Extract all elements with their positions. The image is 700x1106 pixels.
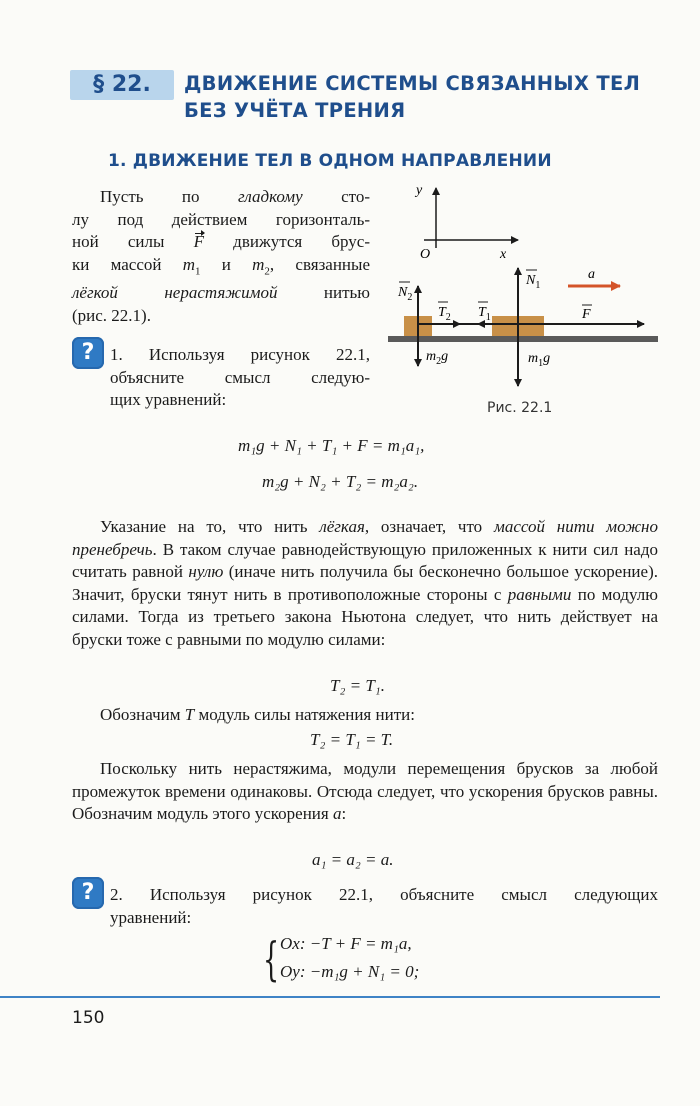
label-F: F bbox=[582, 307, 591, 322]
label-m1g: $m_1g$ bbox=[528, 351, 551, 369]
question-1-text: 1. Используя рисунок 22.1, объясните смысл следую- щих уравнений: bbox=[110, 345, 370, 409]
table-surface bbox=[388, 336, 658, 342]
question-icon-1: ? bbox=[72, 337, 104, 369]
figure-caption: Рис. 22.1 bbox=[487, 400, 553, 416]
intro-paragraph: Пусть по гладкому сто- лу под действием горизонталь- ной силы F движутся брус- ки массой $m_1$ и $m_2$, связанные лёгкой нерастяжимой нитью (рис. 22.1). bbox=[72, 186, 370, 327]
equation-t: T₂ = T₁ = T. bbox=[310, 730, 394, 749]
label-N1: $N_1$ bbox=[526, 273, 541, 291]
body-paragraph-1: Указание на то, что нить лёгкая, означает, что массой нити можно пренебречь. В таком случае равнодействующую приложенных к нити сил надо считать равной нулю (иначе нить получила бы бесконечно большое ускорение). Значит, бруски тянут нить в противоположные стороны с равными по модулю силами. Тогда из третьего закона Ньютона следует, что нить действует на бруски тоже с равными по модулю силами: bbox=[72, 517, 658, 649]
equation-a: a₁ = a₂ = a. bbox=[312, 850, 394, 869]
intro-line5: лёгкой нерастяжимой нитью bbox=[72, 283, 371, 303]
label-m2g: $m_2g$ bbox=[426, 349, 449, 367]
intro-line4: ки массой $m_1$ и $m_2$, связанные bbox=[72, 254, 370, 277]
section-title-line2: БЕЗ УЧЁТА ТРЕНИЯ bbox=[184, 99, 406, 122]
intro-line3: ной силы F движутся брус- bbox=[72, 231, 370, 254]
question-icon-2: ? bbox=[72, 877, 104, 909]
footer-rule bbox=[0, 996, 660, 998]
body-paragraph-3: Поскольку нить нерастяжима, модули перемещения брусков за любой промежуток времени одинаковы. Отсюда следует, что ускорения брусков равны. Обозначим модуль этого ускорения a: bbox=[72, 759, 658, 823]
question-2-text: 2. Используя рисунок 22.1, объясните смысл следующих уравнений: bbox=[110, 885, 658, 927]
axis-y-label: y bbox=[416, 183, 423, 198]
figure-22-1 bbox=[388, 178, 668, 398]
label-T1: $T_1$ bbox=[478, 305, 491, 323]
body-paragraph-2: Обозначим T модуль силы натяжения нити: bbox=[100, 705, 415, 724]
section-number-badge: § 22. bbox=[70, 70, 174, 100]
axis-x-label: x bbox=[500, 247, 507, 262]
intro-line2: лу под действием горизонталь- bbox=[72, 209, 370, 229]
equation-block1-2: m₂g + N₂ + T₂ = m₂a₂. bbox=[262, 472, 419, 491]
intro-line6: (рис. 22.1). bbox=[72, 305, 151, 325]
origin-label: O bbox=[420, 247, 431, 262]
label-N2: $N_2$ bbox=[398, 285, 413, 303]
equation-ox: Ox: −T + F = m₁a, bbox=[280, 934, 412, 953]
equation-oy: Oy: −m₁g + N₁ = 0; bbox=[280, 962, 420, 981]
label-a: a bbox=[588, 267, 595, 282]
section-title-line1: ДВИЖЕНИЕ СИСТЕМЫ СВЯЗАННЫХ ТЕЛ bbox=[184, 72, 641, 95]
subsection-title: 1. ДВИЖЕНИЕ ТЕЛ В ОДНОМ НАПРАВЛЕНИИ bbox=[108, 151, 552, 171]
page-number: 150 bbox=[72, 1008, 105, 1028]
system-brace: { bbox=[263, 932, 280, 986]
label-T2: $T_2$ bbox=[438, 305, 451, 323]
equation-t2-t1: T₂ = T₁. bbox=[330, 676, 385, 695]
equation-block1-1: m₁g + N₁ + T₁ + F = m₁a₁, bbox=[238, 436, 425, 455]
section-title bbox=[184, 70, 674, 124]
